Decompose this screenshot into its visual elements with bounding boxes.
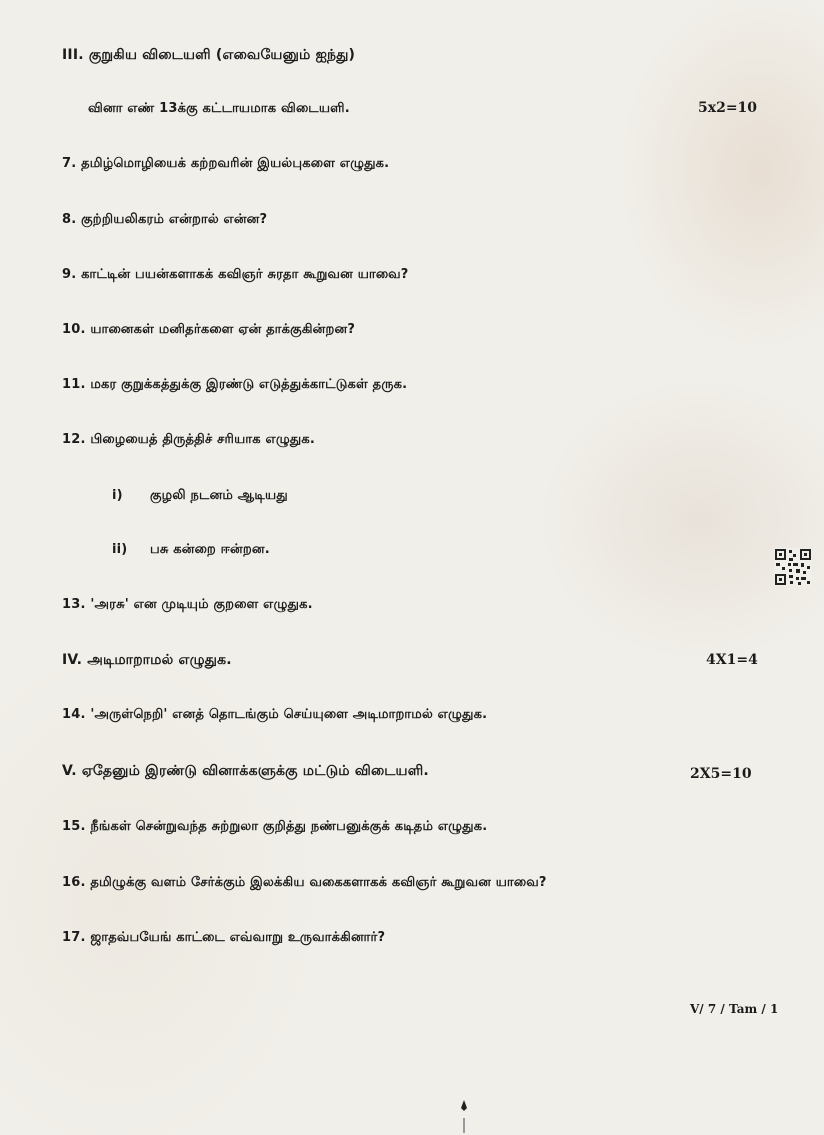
question-13: 13. 'அரசு' என முடியும் குறளை எழுதுக. [62,597,313,612]
question-11: 11. மகர குறுக்கத்துக்கு இரண்டு எடுத்துக்காட்டுகள் தருக. [62,377,408,392]
question-10: 10. யானைகள் மனிதர்களை ஏன் தாக்குகின்றன? [62,322,356,337]
section-iii-note: வினா எண் 13க்கு கட்டாயமாக விடையளி. [88,101,350,116]
question-12-i: குழலி நடனம் ஆடியது [150,488,288,503]
question-17: 17. ஜாதவ்பயேங் காட்டை எவ்வாறு உருவாக்கினார்? [62,930,386,945]
question-14: 14. 'அருள்நெறி' எனத் தொடங்கும் செய்யுளை அடிமாறாமல் எழுதுக. [62,707,488,722]
question-12-i-label: i) [112,488,123,503]
section-v-marks: 2X5=10 [690,766,752,782]
question-7: 7. தமிழ்மொழியைக் கற்றவரின் இயல்புகளை எழுதுக. [62,156,390,171]
section-iv-title: IV. அடிமாறாமல் எழுதுக. [62,652,232,668]
question-15: 15. நீங்கள் சென்றுவந்த சுற்றுலா குறித்து நண்பனுக்குக் கடிதம் எழுதுக. [62,819,488,834]
section-iii-title: III. குறுகிய விடையளி (எவையேனும் ஐந்து) [62,47,356,63]
question-8: 8. குற்றியலிகரம் என்றால் என்ன? [62,212,268,227]
question-9: 9. காட்டின் பயன்களாகக் கவிஞர் சுரதா கூறுவன யாவை? [62,267,409,282]
question-12-ii: பசு கன்றை ஈன்றன. [150,542,270,557]
qr-code-icon [774,548,812,586]
page-mark-icon [459,1098,469,1135]
page-code: V/ 7 / Tam / 1 [690,1002,779,1016]
question-12-ii-label: ii) [112,542,128,557]
section-iv-marks: 4X1=4 [706,652,758,668]
question-16: 16. தமிழுக்கு வளம் சேர்க்கும் இலக்கிய வகைகளாகக் கவிஞர் கூறுவன யாவை? [62,875,547,890]
section-v-title: V. ஏதேனும் இரண்டு வினாக்களுக்கு மட்டும் விடையளி. [62,763,429,779]
section-iii-marks: 5x2=10 [698,100,758,116]
question-12: 12. பிழையைத் திருத்திச் சரியாக எழுதுக. [62,432,316,447]
